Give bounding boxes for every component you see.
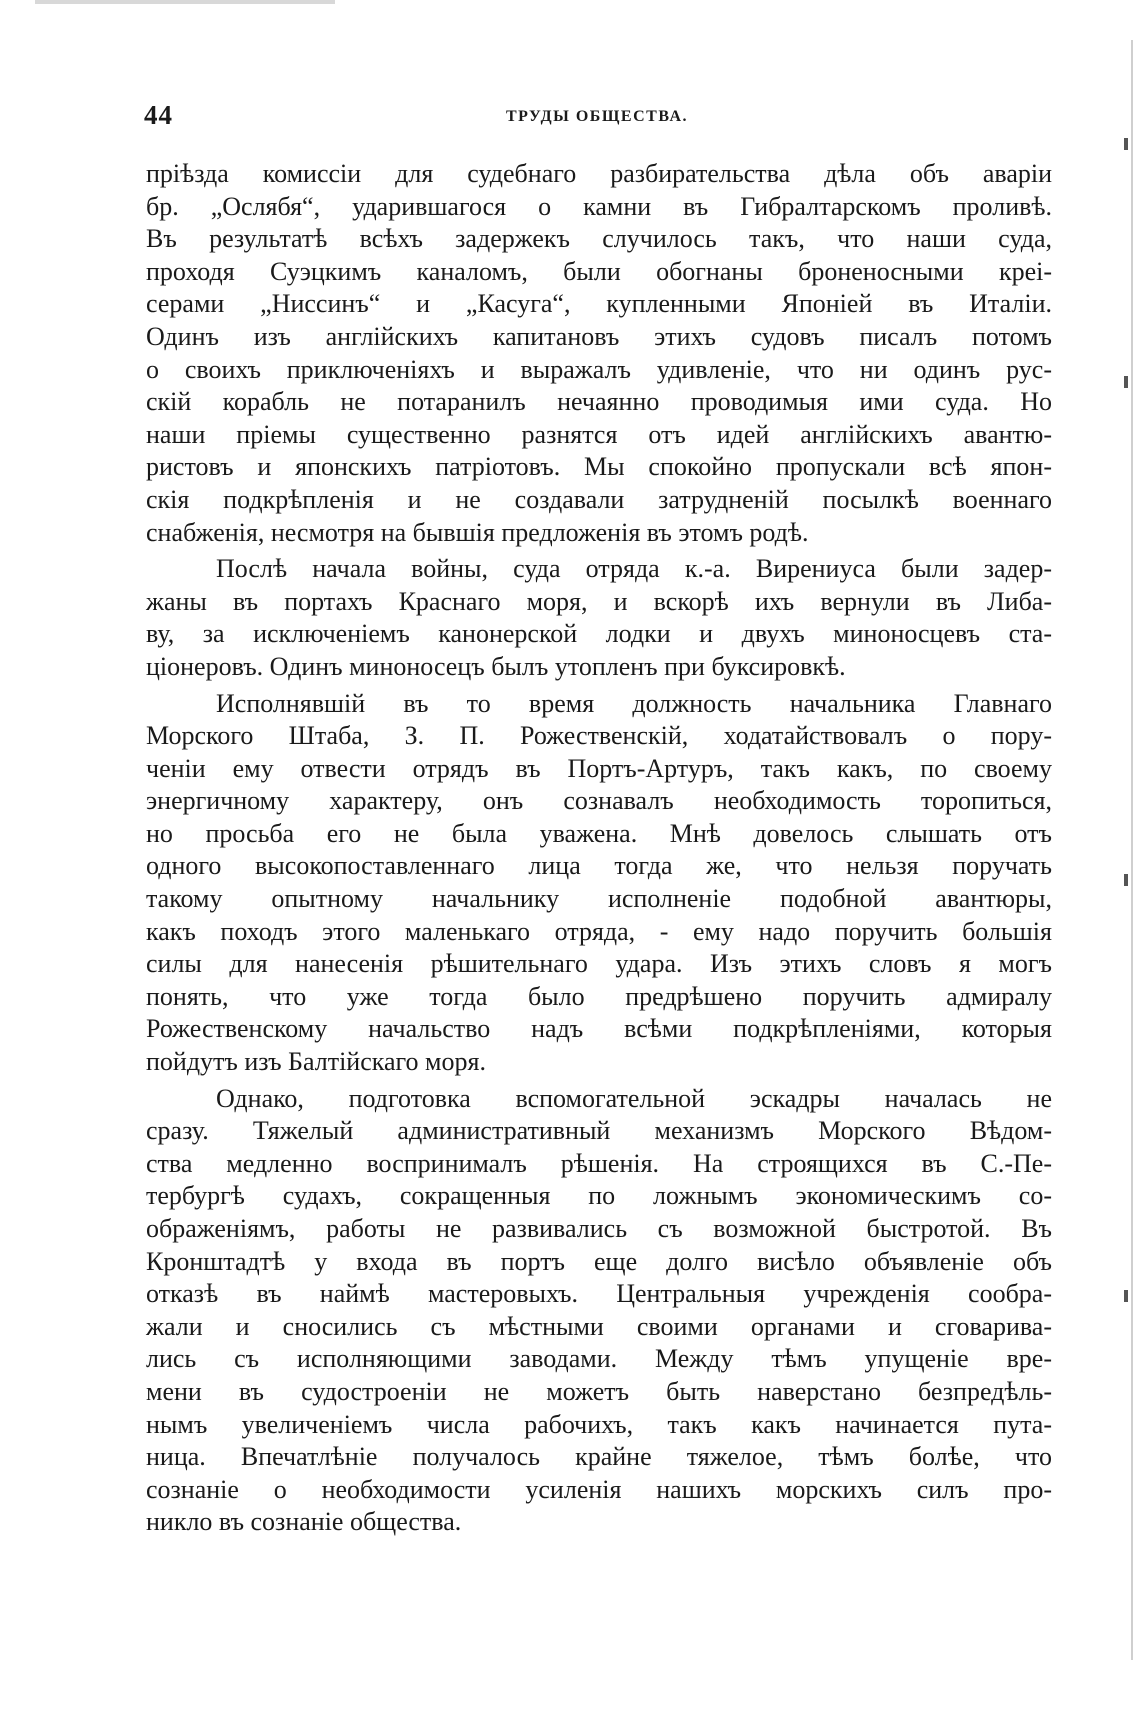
text-line: тербургѣ судахъ, сокращенныя по ложнымъ экономическимъ со-	[146, 1181, 1052, 1211]
text-line: снабженія, несмотря на бывшія предложенія въ этомъ родѣ.	[146, 517, 809, 547]
edge-mark	[1124, 874, 1128, 886]
text-line: но просьба его не была уважена. Мнѣ довелось слышать отъ	[146, 818, 1052, 848]
text-line: бр. „Ослябя“, ударившагося о камни въ Гибралтарскомъ проливѣ.	[146, 191, 1052, 221]
text-line: нымъ увеличеніемъ числа рабочихъ, такъ какъ начинается пута-	[146, 1409, 1052, 1439]
text-line: жали и сносились съ мѣстными своими органами и сговарива-	[146, 1311, 1052, 1341]
text-line: отказѣ въ наймѣ мастеровыхъ. Центральныя учрежденія сообра-	[146, 1279, 1052, 1309]
text-line: Одинъ изъ англійскихъ капитановъ этихъ судовъ писалъ потомъ	[146, 321, 1052, 351]
text-line: ціонеровъ. Одинъ миноносецъ былъ утопленъ при буксировкѣ.	[146, 651, 846, 681]
text-line: о своихъ приключеніяхъ и выражалъ удивленіе, что ни одинъ рус-	[146, 354, 1052, 384]
body-text	[146, 158, 1052, 1539]
page-header	[144, 100, 1050, 134]
text-line: лись съ исполняющими заводами. Между тѣмъ упущеніе вре-	[146, 1344, 1052, 1374]
edge-mark	[1124, 376, 1128, 388]
text-line: какъ походъ этого маленькаго отряда, - ему надо поручить большія	[146, 916, 1052, 946]
text-line: ображеніямъ, работы не развивались съ возможной быстротой. Въ	[146, 1214, 1052, 1243]
text-line: пойдутъ изъ Балтійскаго моря.	[146, 1047, 486, 1077]
text-line: такому опытному начальнику исполненіе подобной авантюры,	[146, 884, 1052, 914]
text-line: энергичному характеру, онъ сознавалъ необходимость торопиться,	[146, 786, 1052, 816]
text-line: сразу. Тяжелый административный механизмъ Морского Вѣдом-	[146, 1116, 1052, 1146]
text-line: жаны въ портахъ Краснаго моря, и вскорѣ ихъ вернули въ Либа-	[146, 586, 1052, 616]
text-line: наши пріемы существенно разнятся отъ идей англійскихъ авантю-	[146, 419, 1052, 449]
paragraph	[146, 1083, 1052, 1539]
paragraph	[146, 553, 1052, 683]
text-line: Однако, подготовка вспомогательной эскадры началась не	[216, 1083, 1052, 1113]
text-line: понять, что уже тогда было предрѣшено поручить адмиралу	[146, 981, 1052, 1011]
text-line: скія подкрѣпленія и не создавали затрудненій посылкѣ военнаго	[146, 484, 1052, 514]
paragraph	[146, 158, 1052, 549]
text-line: одного высокопоставленнаго лица тогда же, что нельзя поручать	[146, 851, 1052, 881]
text-line: ства медленно воспринималъ рѣшенія. На строящихся въ С.-Пе-	[146, 1148, 1052, 1178]
text-line: Рожественскому начальство надъ всѣми подкрѣпленіями, которыя	[146, 1014, 1052, 1044]
text-line: Послѣ начала войны, суда отряда к.-а. Вирениуса были задер-	[216, 554, 1052, 584]
text-line: ристовъ и японскихъ патріотовъ. Мы спокойно пропускали всѣ япон-	[146, 452, 1052, 482]
top-edge-rule	[35, 0, 335, 4]
text-line: никло въ сознаніе общества.	[146, 1507, 462, 1537]
page-number: 44	[144, 100, 173, 130]
text-line: сознаніе о необходимости усиленія нашихъ морскихъ силъ про-	[146, 1474, 1052, 1504]
text-line: серами „Ниссинъ“ и „Касуга“, купленными Японіей въ Италіи.	[146, 289, 1052, 319]
text-line: проходя Суэцкимъ каналомъ, были обогнаны броненосными креі-	[146, 256, 1052, 286]
paragraph	[146, 688, 1052, 1079]
text-line: Кронштадтѣ у входа въ портъ еще долго висѣло объявленіе объ	[146, 1246, 1052, 1276]
text-line: Морского Штаба, З. П. Рожественскій, ходатайствовалъ о пору-	[146, 721, 1052, 751]
text-line: ница. Впечатлѣніе получалось крайне тяжелое, тѣмъ болѣе, что	[146, 1442, 1052, 1472]
text-line: ченіи ему отвести отрядъ въ Портъ-Артуръ, такъ какъ, по своему	[146, 753, 1052, 783]
text-line: Исполнявшій въ то время должность начальника Главнаго	[216, 688, 1052, 718]
text-line: Въ результатѣ всѣхъ задержекъ случилось такъ, что наши суда,	[146, 224, 1052, 254]
edge-mark	[1124, 1290, 1128, 1302]
text-line: скій корабль не потаранилъ нечаянно проводимыя ими суда. Но	[146, 387, 1052, 417]
page-edge-line	[1131, 40, 1133, 1660]
text-line: мени въ судостроеніи не можетъ быть наверстано безпредѣль-	[146, 1376, 1052, 1406]
text-line: силы для нанесенія рѣшительнаго удара. Изъ этихъ словъ я могъ	[146, 949, 1052, 979]
edge-mark	[1124, 138, 1128, 150]
text-line: пріѣзда комиссіи для судебнаго разбирательства дѣла объ аваріи	[146, 159, 1052, 188]
running-title: ТРУДЫ ОБЩЕСТВА.	[505, 108, 689, 125]
text-line: ву, за исключеніемъ канонерской лодки и двухъ миноносцевъ ста-	[146, 619, 1052, 649]
